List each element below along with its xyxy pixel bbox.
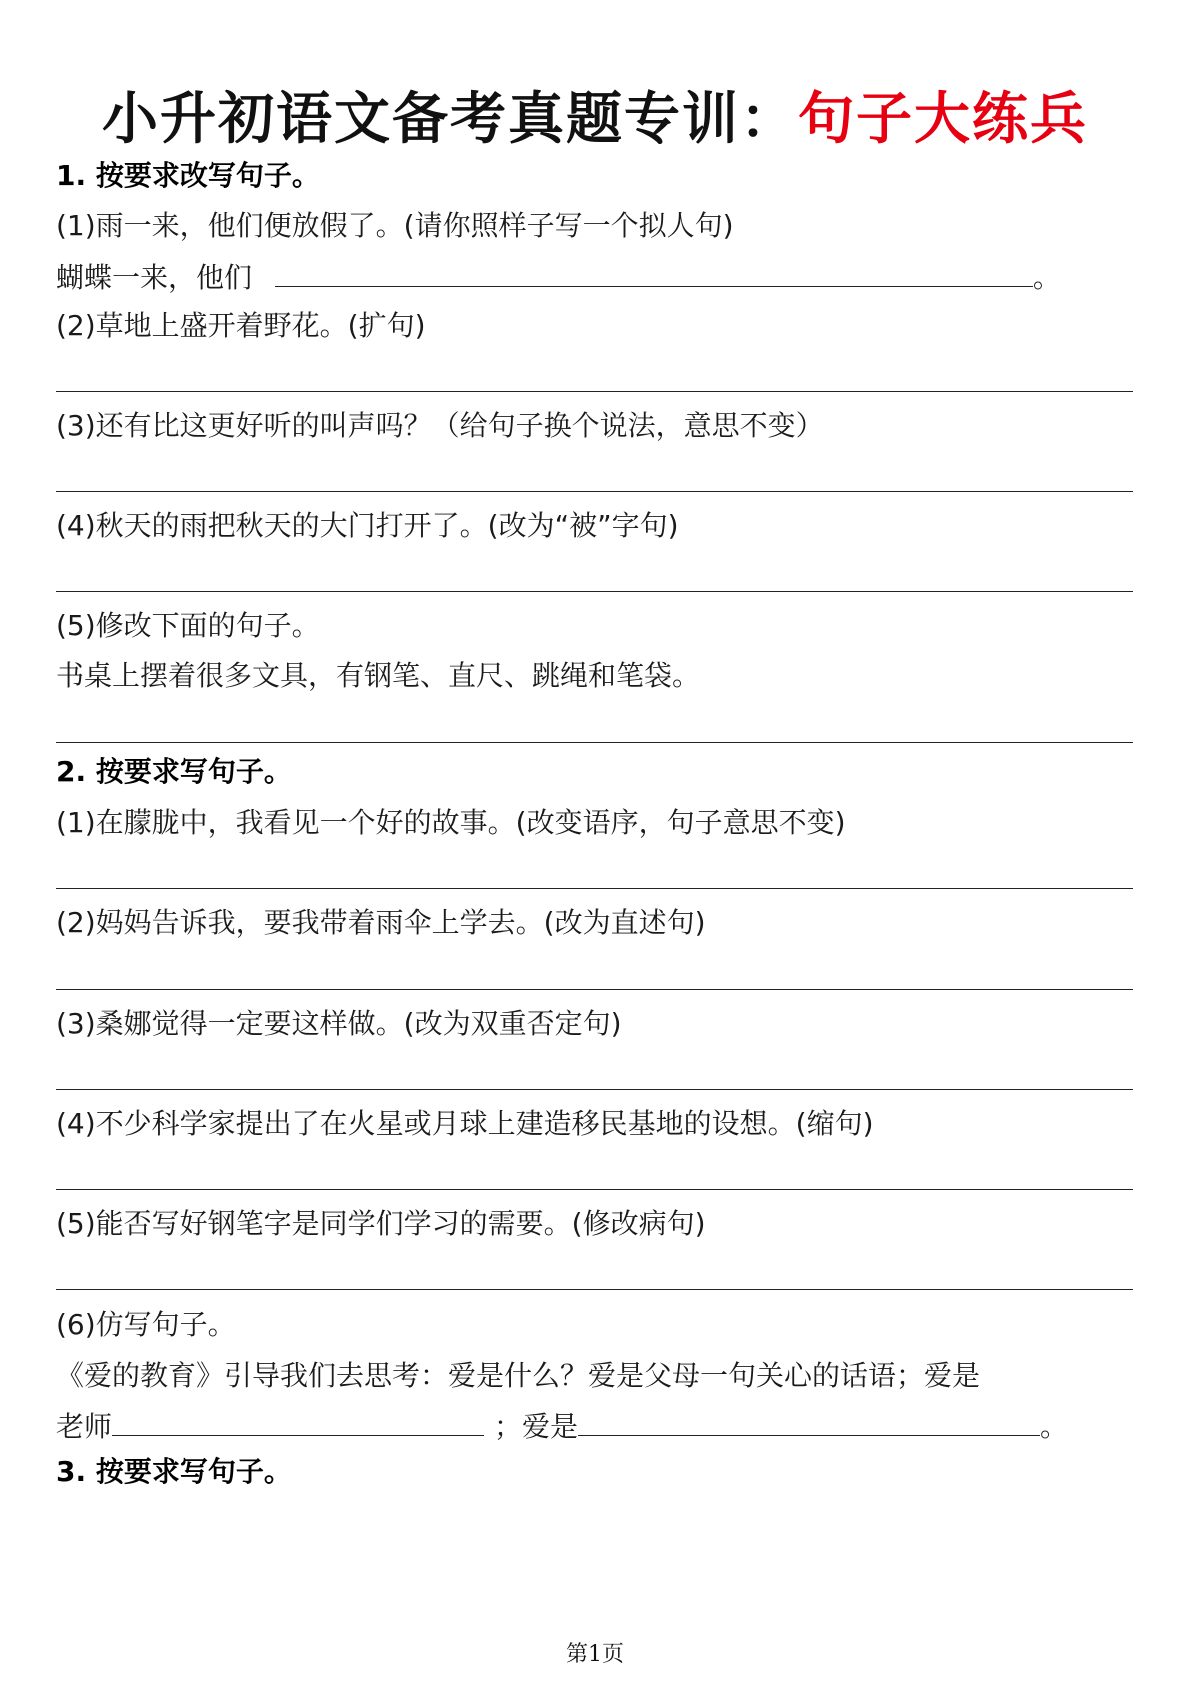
s1-q2-answer-line[interactable] [56,391,1133,392]
s1-q5-sentence: 书桌上摆着很多文具，有钢笔、直尺、跳绳和笔袋。 [56,659,701,692]
s1-q1-answer-row [56,256,1061,298]
s2-q2-answer-line[interactable] [56,989,1133,990]
s2-q5-prompt: (5)能否写好钢笔字是同学们学习的需要。(修改病句) [56,1207,706,1240]
s2-q6-answer-row [56,1405,1068,1447]
s2-q6-lead: 老师 [56,1410,113,1443]
s2-q5-answer-line[interactable] [56,1289,1133,1290]
s2-q2-prompt: (2)妈妈告诉我，要我带着雨伞上学去。(改为直述句) [56,906,706,939]
s1-q4-prompt: (4)秋天的雨把秋天的大门打开了。(改为“被”字句) [56,509,679,542]
section3-heading: 3. 按要求写句子。 [56,1455,292,1488]
s2-q3-prompt: (3)桑娜觉得一定要这样做。(改为双重否定句) [56,1007,622,1040]
section1-heading: 1. 按要求改写句子。 [56,159,320,192]
title-highlight: 句子大练兵 [798,86,1088,152]
s2-q6-blank-1[interactable] [112,1405,484,1436]
s2-q4-prompt: (4)不少科学家提出了在火星或月球上建造移民基地的设想。(缩句) [56,1107,874,1140]
s1-q1-lead: 蝴蝶一来，他们 [56,261,253,294]
s2-q3-answer-line[interactable] [56,1089,1133,1090]
page-number: 第1页 [566,1642,624,1667]
s2-q6-sentence: 《爱的教育》引导我们去思考：爱是什么？爱是父母一句关心的话语；爱是 [56,1359,981,1392]
s2-q6-end: 。 [1040,1410,1069,1443]
s2-q1-prompt: (1)在朦胧中，我看见一个好的故事。(改变语序，句子意思不变) [56,806,846,839]
s1-q3-answer-line[interactable] [56,491,1133,492]
s1-q3-prompt: (3)还有比这更好听的叫声吗？（给句子换个说法，意思不变） [56,409,824,442]
s1-q1-end: 。 [1032,261,1061,294]
s1-q1-answer-blank[interactable] [275,256,1033,287]
page-title [0,86,1190,152]
s1-q1-prompt: (1)雨一来，他们便放假了。(请你照样子写一个拟人句) [56,209,734,242]
s2-q6-blank-2[interactable] [578,1405,1040,1436]
s2-q4-answer-line[interactable] [56,1189,1133,1190]
title-main: 小升初语文备考真题专训： [102,86,798,152]
s1-q2-prompt: (2)草地上盛开着野花。(扩句) [56,309,426,342]
s2-q6-prompt: (6)仿写句子。 [56,1308,236,1341]
s1-q5-answer-line[interactable] [56,742,1133,743]
s2-q1-answer-line[interactable] [56,888,1133,889]
s1-q4-answer-line[interactable] [56,591,1133,592]
s2-q6-mid: ；爱是 [494,1410,579,1443]
section2-heading: 2. 按要求写句子。 [56,755,292,788]
s1-q5-prompt: (5)修改下面的句子。 [56,609,320,642]
